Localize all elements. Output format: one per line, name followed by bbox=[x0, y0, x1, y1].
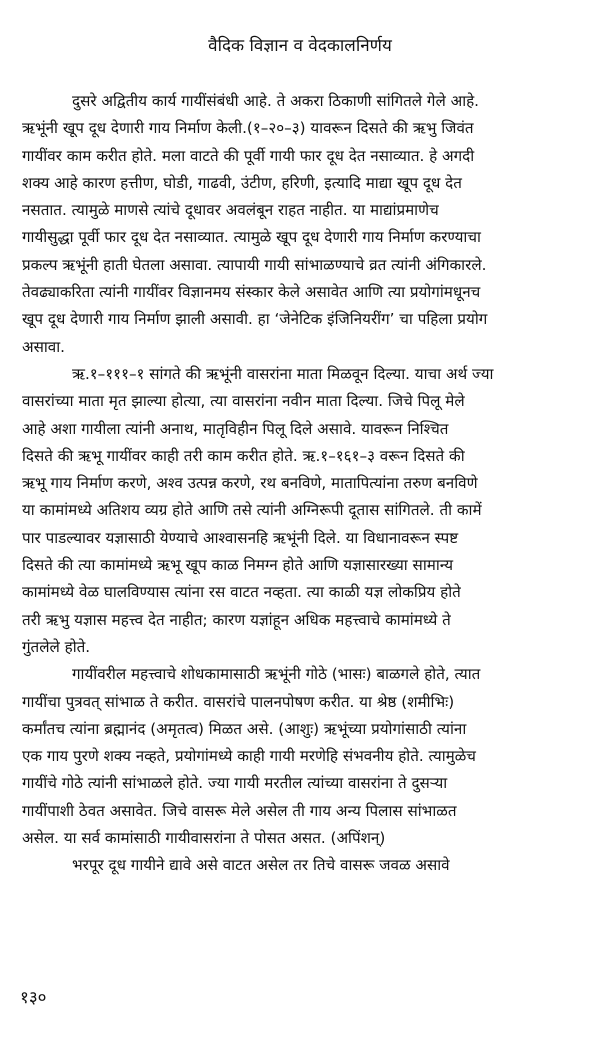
body-text bbox=[22, 88, 580, 880]
text-line: गायींपाशी ठेवत असावेत. जिचे वासरू मेले असेल ती गाय अन्य पिलास सांभाळत bbox=[22, 801, 457, 820]
text-line: गायींचे गोठे त्यांनी सांभाळले होते. ज्या गायी मरतील त्यांच्या वासरांना ते दुसऱ्या bbox=[22, 774, 448, 793]
text-line: कर्मांतच त्यांना ब्रह्मानंद (अमृतत्व) मिळत असे. (आशुः) ऋभूंच्या प्रयोगांसाठी त्यांना bbox=[22, 719, 467, 738]
text-line: असावा. bbox=[22, 337, 66, 356]
text-line: शक्य आहे कारण हत्तीण, घोडी, गाढवी, उंटीण, हरिणी, इत्यादि माद्या खूप दूध देत bbox=[22, 173, 462, 192]
text-line: गायींवर काम करीत होते. मला वाटते की पूर्वी गायी फार दूध देत नसाव्यात. हे अगदी bbox=[22, 146, 475, 165]
text-line: प्रकल्प ऋभूंनी हाती घेतला असावा. त्यापायी गायी सांभाळण्याचे व्रत त्यांनी अंगिकारले. bbox=[22, 255, 487, 274]
text-line: खूप दूध देणारी गाय निर्माण झाली असावी. हा ‘जेनेटिक इंजिनियरींग’ चा पहिला प्रयोग bbox=[22, 310, 488, 329]
text-line: गायींचा पुत्रवत् सांभाळ ते करीत. वासरांचे पालनपोषण करीत. या श्रेष्ठ (शमीभिः) bbox=[22, 692, 455, 711]
text-line: दिसते की त्या कामांमध्ये ऋभू खूप काळ निमग्न होते आणि यज्ञासारख्या सामान्य bbox=[22, 556, 454, 575]
page-number: १३० bbox=[20, 988, 47, 1008]
text-line: गायींवरील महत्त्वाचे शोधकामासाठी ऋभूंनी गोठे (भासः) बाळगले होते, त्यात bbox=[72, 665, 481, 684]
text-line: ऋभूंनी खूप दूध देणारी गाय निर्माण केली.(१–२०–३) यावरून दिसते की ऋभु जिवंत bbox=[22, 119, 474, 138]
text-line: असेल. या सर्व कामांसाठी गायीवासरांना ते पोसत असत. (अपिंशन्) bbox=[22, 829, 386, 848]
text-line: ऋभू गाय निर्माण करणे, अश्व उत्पन्न करणे, रथ बनविणे, मातापित्यांना तरुण बनविणे bbox=[22, 474, 478, 493]
text-line: दिसते की ऋभू गायींवर काही तरी काम करीत होते. ऋ.१–१६१–३ वरून दिसते की bbox=[22, 446, 465, 465]
paragraph bbox=[22, 852, 580, 879]
text-line: आहे अशा गायीला त्यांनी अनाथ, मातृविहीन पिलू दिले असावे. यावरून निश्चित bbox=[22, 419, 449, 438]
text-line: दुसरे अद्वितीय कार्य गायींसंबंधी आहे. ते अकरा ठिकाणी सांगितले गेले आहे. bbox=[72, 92, 479, 110]
text-line: भरपूर दूध गायीने द्यावे असे वाटत असेल तर तिचे वासरू जवळ असावे bbox=[72, 856, 450, 875]
text-line: वासरांच्या माता मृत झाल्या होत्या, त्या वासरांना नवीन माता दिल्या. जिचे पिलू मेले bbox=[22, 392, 465, 411]
paragraph bbox=[22, 88, 580, 361]
text-line: तरी ऋभु यज्ञास महत्त्व देत नाहीत; कारण यज्ञांहून अधिक महत्त्वाचे कामांमध्ये ते bbox=[22, 610, 451, 629]
text-line: या कामांमध्ये अतिशय व्यग्र होते आणि तसे त्यांनी अग्निरूपी दूतास सांगितले. ती कामें bbox=[22, 501, 482, 520]
text-line: ऋ.१–१११–१ सांगते की ऋभूंनी वासरांना माता मिळवून दिल्या. याचा अर्थ ज्या bbox=[72, 364, 494, 383]
text-line: गायीसुद्धा पूर्वी फार दूध देत नसाव्यात. त्यामुळे खूप दूध देणारी गाय निर्माण करण्याचा bbox=[22, 228, 481, 247]
running-header: वैदिक विज्ञान व वेदकालनिर्णय bbox=[208, 36, 392, 56]
text-line: पार पाडल्यावर यज्ञासाठी येण्याचे आश्वासनहि ऋभूंनी दिले. या विधानावरून स्पष्ट bbox=[22, 528, 459, 547]
text-line: नसतात. त्यामुळे माणसे त्यांचे दूधावर अवलंबून राहत नाहीत. या माद्यांप्रमाणेच bbox=[22, 201, 439, 220]
paragraph bbox=[22, 661, 580, 852]
text-line: तेवढ्याकरिता त्यांनी गायींवर विज्ञानमय संस्कार केले असावेत आणि त्या प्रयोगांमधूनच bbox=[22, 283, 481, 302]
text-line: कामांमध्ये वेळ घालविण्यास त्यांना रस वाटत नव्हता. त्या काळी यज्ञ लोकप्रिय होते bbox=[22, 583, 461, 602]
text-line: एक गाय पुरणे शक्य नव्हते, प्रयोगांमध्ये काही गायी मरणेहि संभवनीय होते. त्यामुळेच bbox=[22, 747, 476, 766]
text-line: गुंतलेले होते. bbox=[22, 637, 91, 656]
paragraph bbox=[22, 361, 580, 661]
